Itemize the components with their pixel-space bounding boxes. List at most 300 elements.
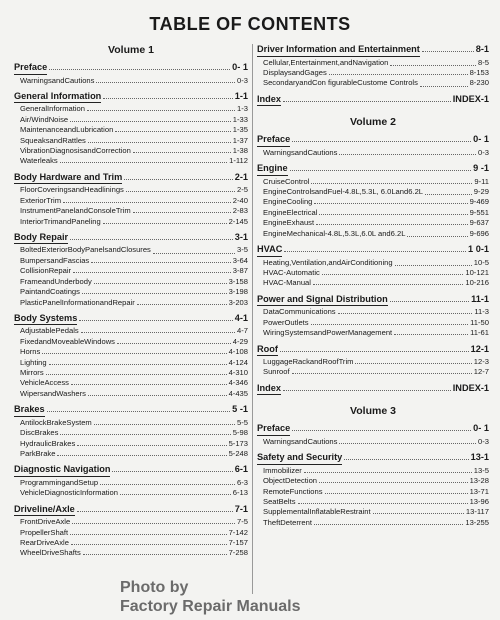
page-number: 1-33 bbox=[232, 114, 248, 124]
entry-title: WarningsandCautions bbox=[263, 147, 338, 157]
page-number: 11-61 bbox=[470, 328, 489, 338]
page-number: 13-255 bbox=[465, 517, 489, 527]
section-heading-row bbox=[257, 94, 489, 107]
entry-title: PowerOutlets bbox=[263, 317, 309, 327]
entry-title: FloorCoveringsandHeadlinings bbox=[20, 185, 124, 195]
dot-leader bbox=[47, 411, 231, 412]
toc-entry-row bbox=[257, 437, 489, 447]
dot-leader bbox=[49, 364, 227, 365]
volume-3-sections bbox=[257, 423, 489, 528]
toc-entry-row bbox=[257, 476, 489, 486]
dot-leader bbox=[88, 395, 227, 396]
toc-entry-row bbox=[257, 278, 489, 288]
dot-leader bbox=[394, 334, 468, 335]
entry-title: VehicleAccess bbox=[20, 378, 69, 388]
entry-title: CruiseControl bbox=[263, 176, 310, 186]
dot-leader bbox=[46, 374, 227, 375]
section-heading-row bbox=[14, 404, 248, 417]
entry-title: PaintandCoatings bbox=[20, 287, 80, 297]
dot-leader bbox=[322, 274, 464, 275]
page-number: 9-551 bbox=[469, 207, 489, 217]
entry-title: LuggageRackandRoofTrim bbox=[263, 357, 354, 366]
dot-leader bbox=[420, 86, 468, 87]
dot-leader bbox=[390, 301, 469, 302]
entry-title: Horns bbox=[20, 347, 41, 357]
page-number: 1-112 bbox=[229, 156, 248, 166]
section-title: HVAC bbox=[257, 244, 282, 257]
volume-1-sections bbox=[14, 62, 248, 559]
page-number: 4-1 bbox=[234, 312, 248, 323]
page-number: 11-3 bbox=[474, 307, 489, 317]
dot-leader bbox=[339, 443, 476, 444]
page-number: 8-153 bbox=[469, 67, 489, 77]
toc-entry-row bbox=[14, 548, 248, 558]
dot-leader bbox=[133, 152, 231, 153]
entry-title: DisplaysandGages bbox=[263, 67, 327, 77]
page-number: 7-258 bbox=[228, 548, 248, 558]
toc-entry-row bbox=[14, 277, 248, 287]
page-number: 2-1 bbox=[234, 171, 248, 182]
section-title: Body Hardware and Trim bbox=[14, 172, 122, 185]
entry-title: ExteriorTrim bbox=[20, 195, 62, 205]
section-title: Diagnostic Navigation bbox=[14, 464, 110, 477]
entry-title: BumpersandFascias bbox=[20, 255, 90, 265]
page-number: 13-117 bbox=[465, 507, 489, 517]
page-number: 9-29 bbox=[473, 187, 489, 197]
page-number: 8-5 bbox=[478, 57, 489, 67]
toc-entry-row bbox=[14, 528, 248, 538]
toc-entry-row bbox=[257, 328, 489, 338]
section-heading-row bbox=[257, 44, 489, 57]
section-title: Index bbox=[257, 94, 281, 107]
page-number: 0-3 bbox=[237, 75, 248, 85]
toc-section bbox=[14, 62, 248, 86]
dot-leader bbox=[71, 544, 227, 545]
toc-entry-row bbox=[257, 367, 489, 377]
page-number: 0- 1 bbox=[232, 62, 248, 72]
dot-leader bbox=[77, 445, 226, 446]
dot-leader bbox=[70, 239, 233, 240]
entry-title: ProgrammingandSetup bbox=[20, 477, 99, 487]
page-number: 8-1 bbox=[475, 44, 489, 54]
toc-section bbox=[257, 134, 489, 158]
section-heading-row bbox=[257, 383, 489, 396]
dot-leader bbox=[60, 162, 227, 163]
entry-title: Lighting bbox=[20, 357, 47, 367]
page-number: 10-216 bbox=[465, 278, 489, 288]
page-number: 4-310 bbox=[228, 368, 248, 378]
dot-leader bbox=[316, 224, 467, 225]
entry-title: InteriorTrimandPaneling bbox=[20, 216, 101, 226]
dot-leader bbox=[373, 513, 464, 514]
entry-title: PropellerShaft bbox=[20, 527, 69, 537]
page-number: 7-1 bbox=[234, 503, 248, 514]
page-number: 9 -1 bbox=[473, 163, 489, 174]
toc-entry-row bbox=[257, 68, 489, 78]
section-title: Body Repair bbox=[14, 232, 68, 245]
watermark bbox=[120, 578, 301, 616]
column-divider bbox=[252, 44, 253, 594]
section-heading-row bbox=[14, 313, 248, 326]
entry-title: Mirrors bbox=[20, 368, 44, 378]
page-number: 2-145 bbox=[228, 216, 248, 226]
page-number: 5-5 bbox=[237, 417, 248, 427]
entry-title: SupplementalInflatableRestraint bbox=[263, 507, 371, 517]
page-number: 3-198 bbox=[228, 287, 248, 297]
toc-entry-row bbox=[14, 347, 248, 357]
toc-entry-row bbox=[257, 466, 489, 476]
dot-leader bbox=[87, 110, 235, 111]
dot-leader bbox=[407, 236, 467, 237]
toc-entry-row bbox=[257, 487, 489, 497]
entry-title: Heating,Ventilation,andAirConditioning bbox=[263, 257, 393, 267]
page-number: 10-5 bbox=[473, 257, 489, 267]
entry-title: WipersandWashers bbox=[20, 388, 86, 398]
section-title: Power and Signal Distribution bbox=[257, 294, 388, 307]
toc-section bbox=[257, 383, 489, 396]
toc-entry-row bbox=[257, 177, 489, 187]
section-title: Body Systems bbox=[14, 313, 77, 326]
toc-entry-row bbox=[257, 58, 489, 68]
dot-leader bbox=[120, 494, 231, 495]
toc-section bbox=[257, 423, 489, 447]
toc-section bbox=[257, 294, 489, 339]
toc-entry-row bbox=[257, 208, 489, 218]
page-number: 3-64 bbox=[232, 255, 248, 265]
entry-title: CollisionRepair bbox=[20, 266, 72, 276]
toc-entry-row bbox=[14, 104, 248, 114]
toc-entry-row bbox=[14, 358, 248, 368]
entry-title: WarningsandCautions bbox=[263, 436, 338, 446]
toc-entry-row bbox=[257, 78, 489, 88]
dot-leader bbox=[49, 69, 230, 70]
dot-leader bbox=[311, 183, 472, 184]
page-number: 9-637 bbox=[469, 218, 489, 228]
page-number: 13-96 bbox=[469, 496, 489, 506]
dot-leader bbox=[70, 534, 226, 535]
dot-leader bbox=[292, 430, 471, 431]
section-heading-row bbox=[14, 464, 248, 477]
toc-entry-row bbox=[14, 76, 248, 86]
toc-entry-row bbox=[257, 518, 489, 528]
toc-section bbox=[14, 172, 248, 227]
page-number: 9-696 bbox=[469, 228, 489, 238]
dot-leader bbox=[283, 390, 451, 391]
entry-title: WheelDriveShafts bbox=[20, 548, 81, 558]
dot-leader bbox=[124, 179, 232, 180]
page-number: 13-28 bbox=[469, 476, 489, 486]
dot-leader bbox=[137, 304, 227, 305]
volume-1-column bbox=[14, 44, 248, 564]
page-number: 3-158 bbox=[228, 276, 248, 286]
toc-section bbox=[257, 44, 489, 89]
dot-leader bbox=[57, 455, 226, 456]
page-number: 1-3 bbox=[237, 104, 248, 114]
page-number: 1-38 bbox=[232, 146, 248, 156]
toc-entry-row bbox=[14, 326, 248, 336]
entry-title: RemoteFunctions bbox=[263, 486, 323, 496]
page-title: TABLE OF CONTENTS bbox=[149, 14, 351, 34]
section-heading-row bbox=[14, 232, 248, 245]
dot-leader bbox=[60, 434, 230, 435]
toc-entry-row bbox=[14, 378, 248, 388]
toc-section bbox=[257, 452, 489, 528]
page-number: 13-71 bbox=[469, 486, 489, 496]
section-title: General Information bbox=[14, 91, 101, 104]
dot-leader bbox=[117, 343, 231, 344]
toc-section bbox=[14, 232, 248, 308]
toc-section bbox=[14, 504, 248, 559]
toc-entry-row bbox=[14, 196, 248, 206]
toc-entry-row bbox=[14, 449, 248, 459]
toc-entry-row bbox=[14, 418, 248, 428]
page-number: 0-3 bbox=[478, 436, 489, 446]
page-number: 7-157 bbox=[228, 538, 248, 547]
section-title: Index bbox=[257, 383, 281, 396]
toc-section bbox=[14, 313, 248, 399]
page-number: 4-435 bbox=[228, 388, 248, 398]
toc-entry-row bbox=[14, 125, 248, 135]
page-number: 6-3 bbox=[237, 477, 248, 487]
section-heading-row bbox=[257, 344, 489, 357]
dot-leader bbox=[283, 101, 451, 102]
entry-title: RearDriveAxle bbox=[20, 538, 69, 547]
toc-entry-row bbox=[257, 187, 489, 197]
page-number: 7-142 bbox=[228, 527, 248, 537]
toc-entry-row bbox=[257, 218, 489, 228]
toc-entry-row bbox=[14, 206, 248, 216]
entry-title: Cellular,Entertainment,andNavigation bbox=[263, 57, 389, 67]
toc-entry-row bbox=[257, 258, 489, 268]
page-number: 6-13 bbox=[232, 488, 248, 498]
entry-title: WiringSystemsandPowerManagement bbox=[263, 328, 393, 338]
entry-title: EngineMechanical-4.8L,5.3L,6.0L and6.2L bbox=[263, 228, 406, 238]
toc-entry-row bbox=[257, 497, 489, 507]
entry-title: Waterleaks bbox=[20, 156, 58, 166]
dot-leader bbox=[292, 141, 471, 142]
dot-leader bbox=[298, 503, 468, 504]
watermark-line: Photo by bbox=[120, 579, 189, 596]
page-number: 5-248 bbox=[228, 448, 248, 458]
entry-title: DiscBrakes bbox=[20, 428, 59, 438]
page-number: 11-1 bbox=[471, 293, 489, 304]
dot-leader bbox=[338, 313, 473, 314]
dot-leader bbox=[103, 223, 227, 224]
dot-leader bbox=[70, 121, 231, 122]
toc-entry-row bbox=[14, 256, 248, 266]
entry-title: EngineElectrical bbox=[263, 207, 318, 217]
dot-leader bbox=[100, 484, 235, 485]
toc-entry-row bbox=[14, 439, 248, 449]
dot-leader bbox=[94, 283, 227, 284]
page-number: 4-346 bbox=[228, 378, 248, 388]
toc-entry-row bbox=[14, 245, 248, 255]
toc-section bbox=[14, 404, 248, 459]
page-number: 6-1 bbox=[234, 464, 248, 475]
page-number: 13-5 bbox=[473, 465, 489, 475]
dot-leader bbox=[153, 253, 235, 254]
toc-entry-row bbox=[14, 287, 248, 297]
toc-entry-row bbox=[14, 217, 248, 227]
entry-title: Immobilizer bbox=[263, 465, 302, 475]
entry-title: EngineExhaust bbox=[263, 218, 315, 228]
entry-title: TheftDeterrent bbox=[263, 517, 312, 527]
toc-entry-row bbox=[14, 115, 248, 125]
toc-section bbox=[257, 244, 489, 289]
page-number: 5-173 bbox=[228, 438, 248, 448]
entry-title: ParkBrake bbox=[20, 448, 56, 458]
page-number: 4-124 bbox=[228, 357, 248, 367]
section-heading-row bbox=[257, 244, 489, 257]
page-number: 2-5 bbox=[237, 185, 248, 195]
right-column bbox=[257, 44, 489, 533]
dot-leader bbox=[126, 191, 235, 192]
dot-leader bbox=[339, 154, 476, 155]
toc-entry-row bbox=[14, 478, 248, 488]
entry-title: FrameandUnderbody bbox=[20, 276, 92, 286]
dot-leader bbox=[355, 363, 471, 364]
toc-entry-row bbox=[14, 428, 248, 438]
section-title: Driveline/Axle bbox=[14, 504, 75, 517]
dot-leader bbox=[313, 284, 463, 285]
section-heading-row bbox=[14, 504, 248, 517]
page-number: 12-7 bbox=[473, 367, 489, 377]
entry-title: VibrationDiagnosisandCorrection bbox=[20, 146, 131, 156]
toc-entry-row bbox=[257, 229, 489, 239]
toc-entry-row bbox=[257, 507, 489, 517]
section-title: Preface bbox=[14, 62, 47, 75]
dot-leader bbox=[79, 320, 232, 321]
dot-leader bbox=[325, 493, 468, 494]
toc-section bbox=[14, 464, 248, 498]
toc-section bbox=[257, 344, 489, 378]
entry-title: ObjectDetection bbox=[263, 476, 318, 486]
page-number: 1-35 bbox=[232, 125, 248, 135]
section-title: Preface bbox=[257, 423, 290, 436]
page-number: 4-29 bbox=[232, 336, 248, 346]
toc-entry-row bbox=[14, 337, 248, 347]
volume-1-continued-sections bbox=[257, 44, 489, 106]
page-number: INDEX-1 bbox=[452, 382, 489, 393]
dot-leader bbox=[81, 332, 235, 333]
page-number: 12-3 bbox=[473, 357, 489, 366]
page-number: 9-11 bbox=[474, 176, 489, 186]
entry-title: PlasticPanelInformationandRepair bbox=[20, 297, 135, 307]
entry-title: SqueaksandRattles bbox=[20, 135, 86, 145]
entry-title: FrontDriveAxle bbox=[20, 517, 71, 527]
dot-leader bbox=[91, 262, 231, 263]
toc-entry-row bbox=[257, 318, 489, 328]
page-number: 3-87 bbox=[232, 266, 248, 276]
dot-leader bbox=[82, 293, 227, 294]
dot-leader bbox=[319, 214, 467, 215]
entry-title: SecondaryandCon figurableCustome Controls bbox=[263, 78, 418, 88]
entry-title: AntilockBrakeSystem bbox=[20, 417, 92, 427]
section-heading-row bbox=[14, 91, 248, 104]
page-number: 1-37 bbox=[232, 135, 248, 145]
page-number: 0- 1 bbox=[473, 423, 489, 434]
page-number: 7-5 bbox=[237, 517, 248, 527]
entry-title: BoltedExteriorBodyPanelsandClosures bbox=[20, 245, 151, 255]
section-title: Safety and Security bbox=[257, 452, 342, 465]
toc-entry-row bbox=[257, 197, 489, 207]
entry-title: AdjustablePedals bbox=[20, 326, 79, 336]
section-title: Engine bbox=[257, 163, 288, 176]
page-number: INDEX-1 bbox=[452, 93, 489, 104]
dot-leader bbox=[88, 142, 231, 143]
entry-title: Air/WindNoise bbox=[20, 114, 69, 124]
entry-title: VehicleDiagnosticInformation bbox=[20, 488, 118, 498]
toc-entry-row bbox=[14, 538, 248, 548]
section-title: Brakes bbox=[14, 404, 45, 417]
dot-leader bbox=[395, 265, 472, 266]
page-number: 13-1 bbox=[470, 452, 489, 463]
section-title: Preface bbox=[257, 134, 290, 147]
entry-title: HydraulicBrakes bbox=[20, 438, 76, 448]
dot-leader bbox=[94, 424, 235, 425]
entry-title: EngineCooling bbox=[263, 197, 313, 207]
dot-leader bbox=[314, 203, 467, 204]
dot-leader bbox=[115, 131, 230, 132]
toc-entry-row bbox=[257, 268, 489, 278]
entry-title: InstrumentPanelandConsoleTrim bbox=[20, 206, 131, 216]
section-heading-row bbox=[257, 163, 489, 176]
dot-leader bbox=[311, 324, 469, 325]
dot-leader bbox=[72, 523, 235, 524]
section-title: Driver Information and Entertainment bbox=[257, 44, 420, 57]
volume-2-sections bbox=[257, 134, 489, 395]
entry-title: DataCommunications bbox=[263, 307, 336, 317]
dot-leader bbox=[103, 98, 232, 99]
dot-leader bbox=[290, 170, 472, 171]
watermark-line: Factory Repair Manuals bbox=[120, 598, 301, 615]
page-number: 3-5 bbox=[237, 245, 248, 255]
page-number: 4-108 bbox=[228, 347, 248, 357]
dot-leader bbox=[390, 65, 476, 66]
toc-entry-row bbox=[257, 357, 489, 367]
page-number: 5 -1 bbox=[232, 404, 248, 415]
dot-leader bbox=[112, 471, 232, 472]
toc-entry-row bbox=[14, 517, 248, 527]
page-number: 9-469 bbox=[469, 197, 489, 207]
section-title: Roof bbox=[257, 344, 278, 357]
dot-leader bbox=[63, 202, 231, 203]
toc-entry-row bbox=[257, 148, 489, 158]
toc-entry-row bbox=[14, 488, 248, 498]
dot-leader bbox=[42, 353, 226, 354]
dot-leader bbox=[292, 373, 472, 374]
page-number: 1 0-1 bbox=[468, 244, 489, 255]
entry-title: MaintenanceandLubrication bbox=[20, 125, 114, 135]
section-heading-row bbox=[257, 423, 489, 436]
volume-heading: Volume 1 bbox=[108, 44, 154, 56]
dot-leader bbox=[83, 554, 227, 555]
entry-title: Sunroof bbox=[263, 367, 290, 377]
toc-entry-row bbox=[14, 185, 248, 195]
dot-leader bbox=[133, 212, 231, 213]
toc-entry-row bbox=[14, 136, 248, 146]
toc-section bbox=[14, 91, 248, 167]
entry-title: FixedandMoveableWindows bbox=[20, 336, 115, 346]
toc-entry-row bbox=[257, 307, 489, 317]
page-number: 12-1 bbox=[470, 343, 489, 354]
dot-leader bbox=[96, 82, 235, 83]
toc-entry-row bbox=[14, 266, 248, 276]
volume-heading: Volume 3 bbox=[350, 405, 396, 418]
entry-title: EngineControlsandFuel-4.8L,5.3L, 6.0Land6.2L bbox=[263, 187, 424, 197]
dot-leader bbox=[314, 524, 463, 525]
volume-heading: Volume 2 bbox=[350, 116, 396, 129]
